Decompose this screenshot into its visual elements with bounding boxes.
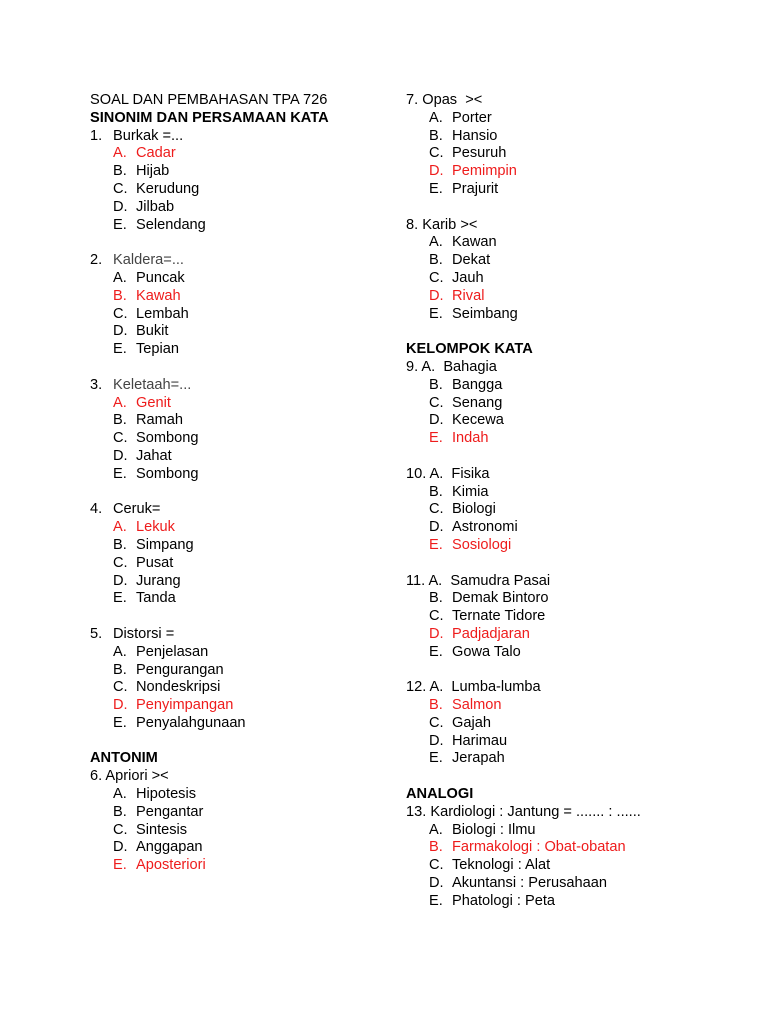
option-b: B. Hansio (429, 127, 498, 144)
option-d: D. Akuntansi : Perusahaan (429, 875, 607, 892)
question-number: 5. (90, 625, 103, 642)
option-a: A. Lekuk (113, 519, 175, 536)
question-stem: Keletaah=... (113, 376, 192, 393)
option-e: E. Selendang (113, 216, 206, 233)
question-stem: Kaldera=... (113, 252, 184, 269)
option-d: D. Anggapan (113, 839, 203, 856)
option-e: E. Sombong (113, 465, 199, 482)
option-c: C. Gajah (429, 714, 491, 731)
option-c: C. Lembah (113, 305, 189, 322)
question-stem: 13. Kardiologi : Jantung = ....... : ...... (406, 803, 641, 820)
question-3 (90, 377, 390, 484)
question-number: 4. (90, 501, 103, 518)
question-10 (406, 466, 746, 555)
option-e: E. Indah (429, 430, 489, 447)
right-column (406, 92, 746, 911)
section-heading-analogi: ANALOGI (406, 786, 474, 803)
option-e: E. Aposteriori (113, 857, 206, 874)
option-e: E. Jerapah (429, 750, 505, 767)
option-e: E. Seimbang (429, 305, 518, 322)
option-c: C. Teknologi : Alat (429, 857, 551, 874)
option-c: C. Sombong (113, 430, 199, 447)
question-9 (406, 359, 746, 448)
option-b: B. Ramah (113, 412, 184, 429)
option-c: C. Senang (429, 394, 503, 411)
document-title: SOAL DAN PEMBAHASAN TPA 726 (90, 92, 328, 108)
question-stem: 9. A. Bahagia (406, 358, 497, 375)
option-b: B. Farmakologi : Obat-obatan (429, 839, 626, 856)
option-b: B. Salmon (429, 697, 502, 714)
option-b: B. Bangga (429, 376, 503, 393)
option-b: B. Kimia (429, 483, 489, 500)
option-d: D. Jurang (113, 572, 181, 589)
question-stem: 12. A. Lumba-lumba (406, 679, 541, 696)
question-2 (90, 252, 390, 359)
left-column (90, 92, 390, 875)
option-e: E. Tepian (113, 341, 180, 358)
option-c: C. Kerudung (113, 180, 200, 197)
option-c: C. Biologi (429, 501, 496, 518)
option-d: D. Penyimpangan (113, 697, 234, 714)
question-number: 3. (90, 376, 103, 393)
option-d: D. Jahat (113, 447, 172, 464)
section-heading-kelompok-kata: KELOMPOK KATA (406, 341, 533, 358)
option-b: B. Pengurangan (113, 661, 224, 678)
option-a: A. Hipotesis (113, 786, 197, 803)
option-c: C. Jauh (429, 269, 484, 286)
option-b: B. Demak Bintoro (429, 590, 549, 607)
question-13 (406, 804, 746, 911)
section-heading-antonim: ANTONIM (90, 750, 158, 767)
question-number: 2. (90, 252, 103, 269)
question-stem: Distorsi = (113, 625, 175, 642)
option-c: C. Pusat (113, 554, 174, 571)
option-d: D. Rival (429, 287, 485, 304)
question-8 (406, 217, 746, 324)
question-1 (90, 128, 390, 235)
option-e: E. Sosiologi (429, 536, 512, 553)
option-e: E. Gowa Talo (429, 643, 521, 660)
option-d: D. Harimau (429, 732, 508, 749)
option-c: C. Sintesis (113, 821, 188, 838)
option-b: B. Simpang (113, 536, 194, 553)
question-stem: Burkak =... (113, 127, 184, 144)
option-a: A. Kawan (429, 234, 497, 251)
question-stem: 11. A. Samudra Pasai (406, 572, 551, 589)
option-d: D. Kecewa (429, 412, 504, 429)
option-d: D. Pemimpin (429, 163, 517, 180)
option-b: B. Kawah (113, 287, 181, 304)
question-12 (406, 679, 746, 768)
option-d: D. Padjadjaran (429, 625, 530, 642)
option-b: B. Hijab (113, 163, 170, 180)
option-c: C. Pesuruh (429, 145, 507, 162)
question-11 (406, 573, 746, 662)
option-a: A. Cadar (113, 145, 176, 162)
question-stem: Ceruk= (113, 501, 161, 518)
question-stem: 7. Opas >< (406, 92, 483, 108)
option-e: E. Tanda (113, 590, 176, 607)
question-stem: 6. Apriori >< (90, 768, 169, 785)
section-heading-sinonim: SINONIM DAN PERSAMAAN KATA (90, 109, 329, 126)
option-c: C. Ternate Tidore (429, 608, 546, 625)
question-7 (406, 92, 746, 199)
option-e: E. Phatologi : Peta (429, 892, 556, 909)
option-d: D. Jilbab (113, 198, 175, 215)
question-6 (90, 768, 390, 875)
question-5 (90, 626, 390, 733)
option-b: B. Pengantar (113, 803, 204, 820)
option-a: A. Porter (429, 109, 492, 126)
option-a: A. Puncak (113, 269, 185, 286)
option-e: E. Prajurit (429, 180, 499, 197)
option-d: D. Bukit (113, 323, 169, 340)
option-a: A. Penjelasan (113, 643, 209, 660)
option-c: C. Nondeskripsi (113, 679, 221, 696)
question-4 (90, 501, 390, 608)
option-d: D. Astronomi (429, 519, 518, 536)
question-stem: 8. Karib >< (406, 216, 478, 233)
option-b: B. Dekat (429, 252, 491, 269)
option-a: A. Biologi : Ilmu (429, 821, 536, 838)
question-number: 1. (90, 127, 103, 144)
question-stem: 10. A. Fisika (406, 465, 490, 482)
option-a: A. Genit (113, 394, 171, 411)
option-e: E. Penyalahgunaan (113, 714, 246, 731)
